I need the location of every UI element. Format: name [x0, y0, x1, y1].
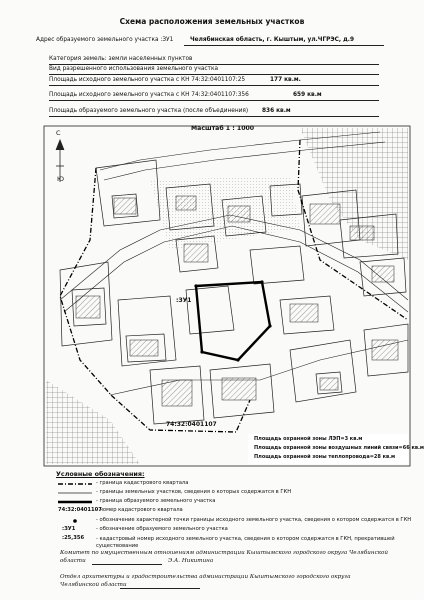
legend-item-4: - номер кадастрового квартала — [96, 507, 183, 513]
legend-item-5: - обозначение характерной точки границы исходного земельного участка, сведения о котором содержатся в ГКН — [96, 517, 412, 523]
area3-value: 836 кв.м — [262, 108, 291, 114]
legend-symbol-7: :25,356 — [62, 535, 85, 541]
area1-value: 177 кв.м. — [270, 77, 301, 83]
zone-note-1: Площадь охранной зоны ЛЭП=3 кв.м — [254, 436, 363, 442]
signature-line-2b: Челябинской области — [60, 582, 127, 588]
cadastral-quarter-label: 74:32:0401107 — [166, 421, 217, 428]
signature-line-1: Комитет по имущественным отношениям администрации Кыштымского городского округа Челябинской — [60, 550, 389, 556]
zone-note-2: Площадь охранной зоны воздушных линий связи=66 кв.м — [254, 445, 424, 451]
address-label: Адрес образуемого земельного участка :ЗУ1 — [36, 37, 174, 43]
legend-item-2: - границы земельных участков, сведения о которых содержатся в ГКН — [96, 489, 292, 495]
signature-blank — [92, 564, 162, 565]
legend-symbol-4: 74:32:0401107 — [58, 507, 102, 513]
legend-item-7: - кадастровый номер исходного земельного участка, сведения о котором содержатся в ГКН, прекратившей существование — [96, 536, 395, 549]
legend-item-6: - обозначение образуемого земельного участка — [96, 526, 228, 532]
document-title: Схема расположения земельных участков — [119, 17, 305, 26]
signature-line-2: Отдел архитектуры и градостроительства администрации Кыштымского городского округа — [60, 574, 351, 580]
legend-symbol-6: :ЗУ1 — [62, 526, 76, 532]
legend-heading: Условные обозначения: — [56, 470, 145, 478]
signature-line-1b: области — [60, 558, 86, 564]
compass-south-label: Ю — [57, 175, 65, 183]
legend-point-symbol — [73, 519, 77, 523]
area2-label: Площадь исходного земельного участка с КН 74:32:0401107:356 — [49, 92, 249, 98]
area3-label: Площадь образуемого земельного участка (после объединения) — [49, 108, 249, 114]
address-value: Челябинская область, г. Кыштым, ул.ЧГРЭС, д.9 — [190, 37, 355, 43]
category-text: Категория земель: земли населенных пунктов — [49, 56, 193, 62]
zone-note-3: Площадь охранной зоны теплопровода=28 кв.м — [254, 454, 396, 460]
area1-label: Площадь исходного земельного участка с КН 74:32:0401107:25 — [49, 77, 246, 83]
permitted-use-text: Вид разрешенного использования земельного участка — [49, 66, 218, 72]
legend-item-1: - граница кадастрового квартала — [96, 480, 189, 486]
area2-value: 659 кв.м — [293, 92, 322, 98]
signature-blank-2 — [120, 588, 200, 589]
compass-north-label: С — [56, 129, 61, 137]
legend-item-3: - граница образуемого земельного участка — [96, 498, 216, 504]
signer-name: Э.А. Никитина — [168, 558, 214, 564]
map-scale: Масштаб 1 : 1000 — [191, 125, 255, 132]
formed-parcel-label: :ЗУ1 — [176, 297, 192, 304]
